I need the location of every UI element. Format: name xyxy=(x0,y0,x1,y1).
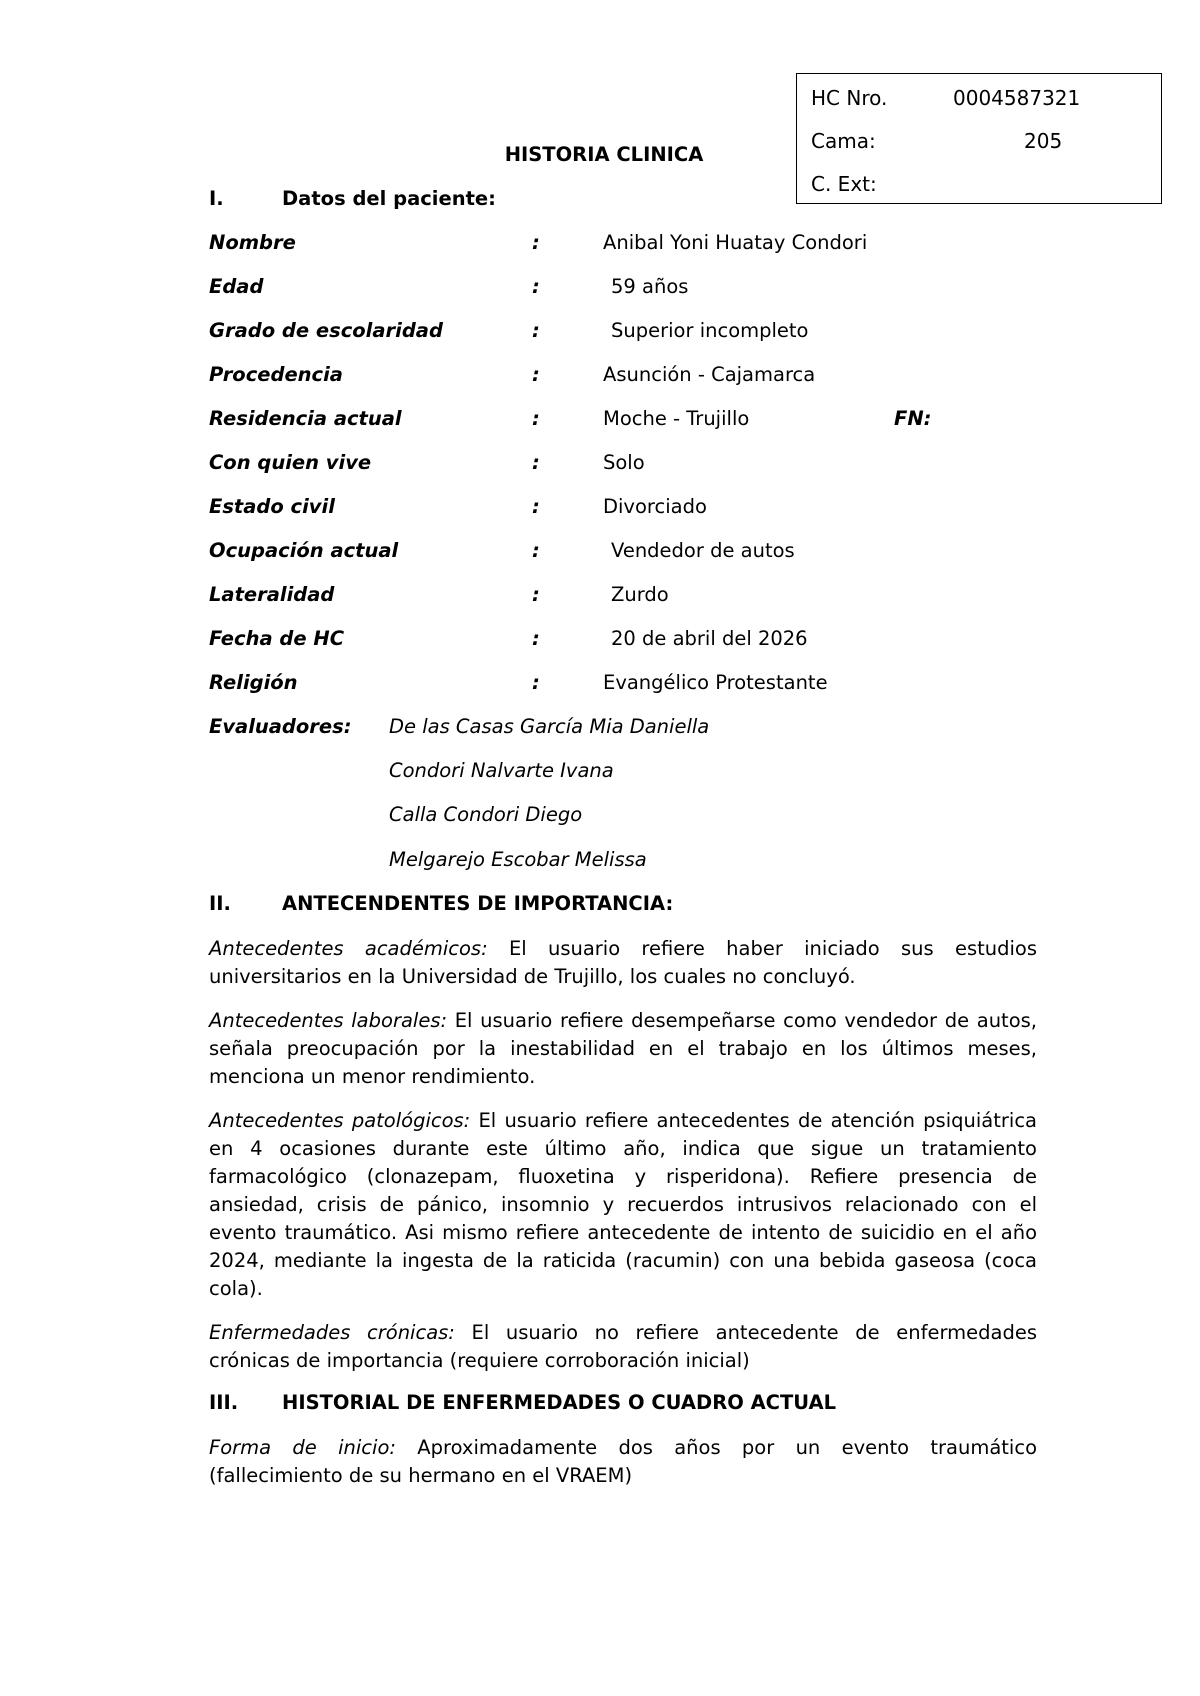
field-label: Residencia actual xyxy=(209,407,402,430)
field-value: Asunción - Cajamarca xyxy=(603,363,816,386)
paragraph-chronic-diseases xyxy=(209,1319,1037,1375)
section-heading-3 xyxy=(209,1391,836,1414)
field-row xyxy=(209,231,1109,257)
hc-number-row xyxy=(811,86,1081,110)
field-value: Superior incompleto xyxy=(611,319,809,342)
ext-row xyxy=(811,172,877,196)
field-row xyxy=(209,451,1109,477)
field-value: Solo xyxy=(603,451,645,474)
field-label: Estado civil xyxy=(209,495,335,518)
field-label: Edad xyxy=(209,275,264,298)
field-label: Grado de escolaridad xyxy=(209,319,443,342)
evaluator-name: Calla Condori Diego xyxy=(389,803,583,826)
paragraph-lead: Antecedentes patológicos: xyxy=(209,1109,471,1132)
paragraph-text: El usuario refiere desempeñarse como vendedor de autos, señala preocupación por la inestabilidad en el trabajo en los últimos meses, menciona un menor rendimiento. xyxy=(209,1009,1037,1088)
field-value: Vendedor de autos xyxy=(611,539,795,562)
section-heading-2 xyxy=(209,892,673,915)
field-colon: : xyxy=(532,451,540,474)
field-row xyxy=(209,363,1109,389)
hc-info-box xyxy=(796,73,1162,204)
evaluator-name: Melgarejo Escobar Melissa xyxy=(389,848,647,871)
section-number: II. xyxy=(209,892,231,915)
field-colon: : xyxy=(532,539,540,562)
paragraph-pathological-history xyxy=(209,1107,1037,1303)
field-value: 59 años xyxy=(611,275,689,298)
paragraph-text: El usuario refiere antecedentes de atención psiquiátrica en 4 ocasiones durante este último año, indica que sigue un tratamiento farmacológico (clonazepam, fluoxetina y risperidona). Refiere presencia de ansiedad, crisis de pánico, insomnio y recuerdos intrusivos relacionado con el evento traumático. Asi mismo refiere antecedente de intento de suicidio en el año 2024, mediante la ingesta de la raticida (racumin) con una bebida gaseosa (coca cola). xyxy=(209,1109,1037,1300)
paragraph-lead: Enfermedades crónicas: xyxy=(209,1321,455,1344)
field-value: Evangélico Protestante xyxy=(603,671,828,694)
fn-label: FN: xyxy=(894,407,932,430)
field-label: Religión xyxy=(209,671,298,694)
paragraph-work-history xyxy=(209,1007,1037,1091)
field-row xyxy=(209,407,1109,433)
field-colon: : xyxy=(532,671,540,694)
field-row xyxy=(209,671,1109,697)
section-number: I. xyxy=(209,187,224,210)
section-number: III. xyxy=(209,1391,239,1414)
field-label: Nombre xyxy=(209,231,296,254)
field-value: Anibal Yoni Huatay Condori xyxy=(603,231,868,254)
bed-value: 205 xyxy=(1024,129,1063,153)
field-colon: : xyxy=(532,231,540,254)
field-colon: : xyxy=(532,363,540,386)
ext-label: C. Ext: xyxy=(811,172,877,196)
field-row xyxy=(209,539,1109,565)
hc-number-value: 0004587321 xyxy=(953,86,1081,110)
field-value: Zurdo xyxy=(611,583,669,606)
paragraph-lead: Forma de inicio: xyxy=(209,1436,396,1459)
field-colon: : xyxy=(532,627,540,650)
section-heading-1 xyxy=(209,187,496,210)
hc-number-label: HC Nro. xyxy=(811,86,888,110)
field-value: Moche - Trujillo xyxy=(603,407,750,430)
field-row xyxy=(209,495,1109,521)
document-title: HISTORIA CLINICA xyxy=(504,143,704,166)
field-colon: : xyxy=(532,583,540,606)
field-label: Ocupación actual xyxy=(209,539,399,562)
field-label: Lateralidad xyxy=(209,583,335,606)
section-title: HISTORIAL DE ENFERMEDADES O CUADRO ACTUAL xyxy=(282,1391,837,1414)
field-value: Divorciado xyxy=(603,495,707,518)
field-row xyxy=(209,275,1109,301)
paragraph-lead: Antecedentes académicos: xyxy=(209,937,488,960)
evaluator-name: Condori Nalvarte Ivana xyxy=(389,759,614,782)
field-label: Procedencia xyxy=(209,363,343,386)
field-colon: : xyxy=(532,275,540,298)
bed-label: Cama: xyxy=(811,129,876,153)
evaluator-name: De las Casas García Mia Daniella xyxy=(389,715,710,738)
field-value: 20 de abril del 2026 xyxy=(611,627,808,650)
paragraph-text: Aproximadamente dos años por un evento traumático (fallecimiento de su hermano en el VRAEM) xyxy=(209,1436,1038,1487)
section-title: ANTECENDENTES DE IMPORTANCIA: xyxy=(282,892,674,915)
field-label: Fecha de HC xyxy=(209,627,345,650)
paragraph-text: El usuario refiere haber iniciado sus estudios universitarios en la Universidad de Trujillo, los cuales no concluyó. xyxy=(209,937,1037,988)
field-row xyxy=(209,583,1109,609)
evaluators-label: Evaluadores: xyxy=(209,715,352,738)
field-row xyxy=(209,627,1109,653)
paragraph-academic-history xyxy=(209,935,1037,991)
section-title: Datos del paciente: xyxy=(282,187,496,210)
paragraph-text: El usuario no refiere antecedente de enfermedades crónicas de importancia (requiere corroboración inicial) xyxy=(209,1321,1038,1372)
field-row xyxy=(209,319,1109,345)
field-colon: : xyxy=(532,495,540,518)
field-label: Con quien vive xyxy=(209,451,372,474)
field-colon: : xyxy=(532,319,540,342)
field-colon: : xyxy=(532,407,540,430)
paragraph-lead: Antecedentes laborales: xyxy=(209,1009,448,1032)
paragraph-onset xyxy=(209,1434,1037,1490)
